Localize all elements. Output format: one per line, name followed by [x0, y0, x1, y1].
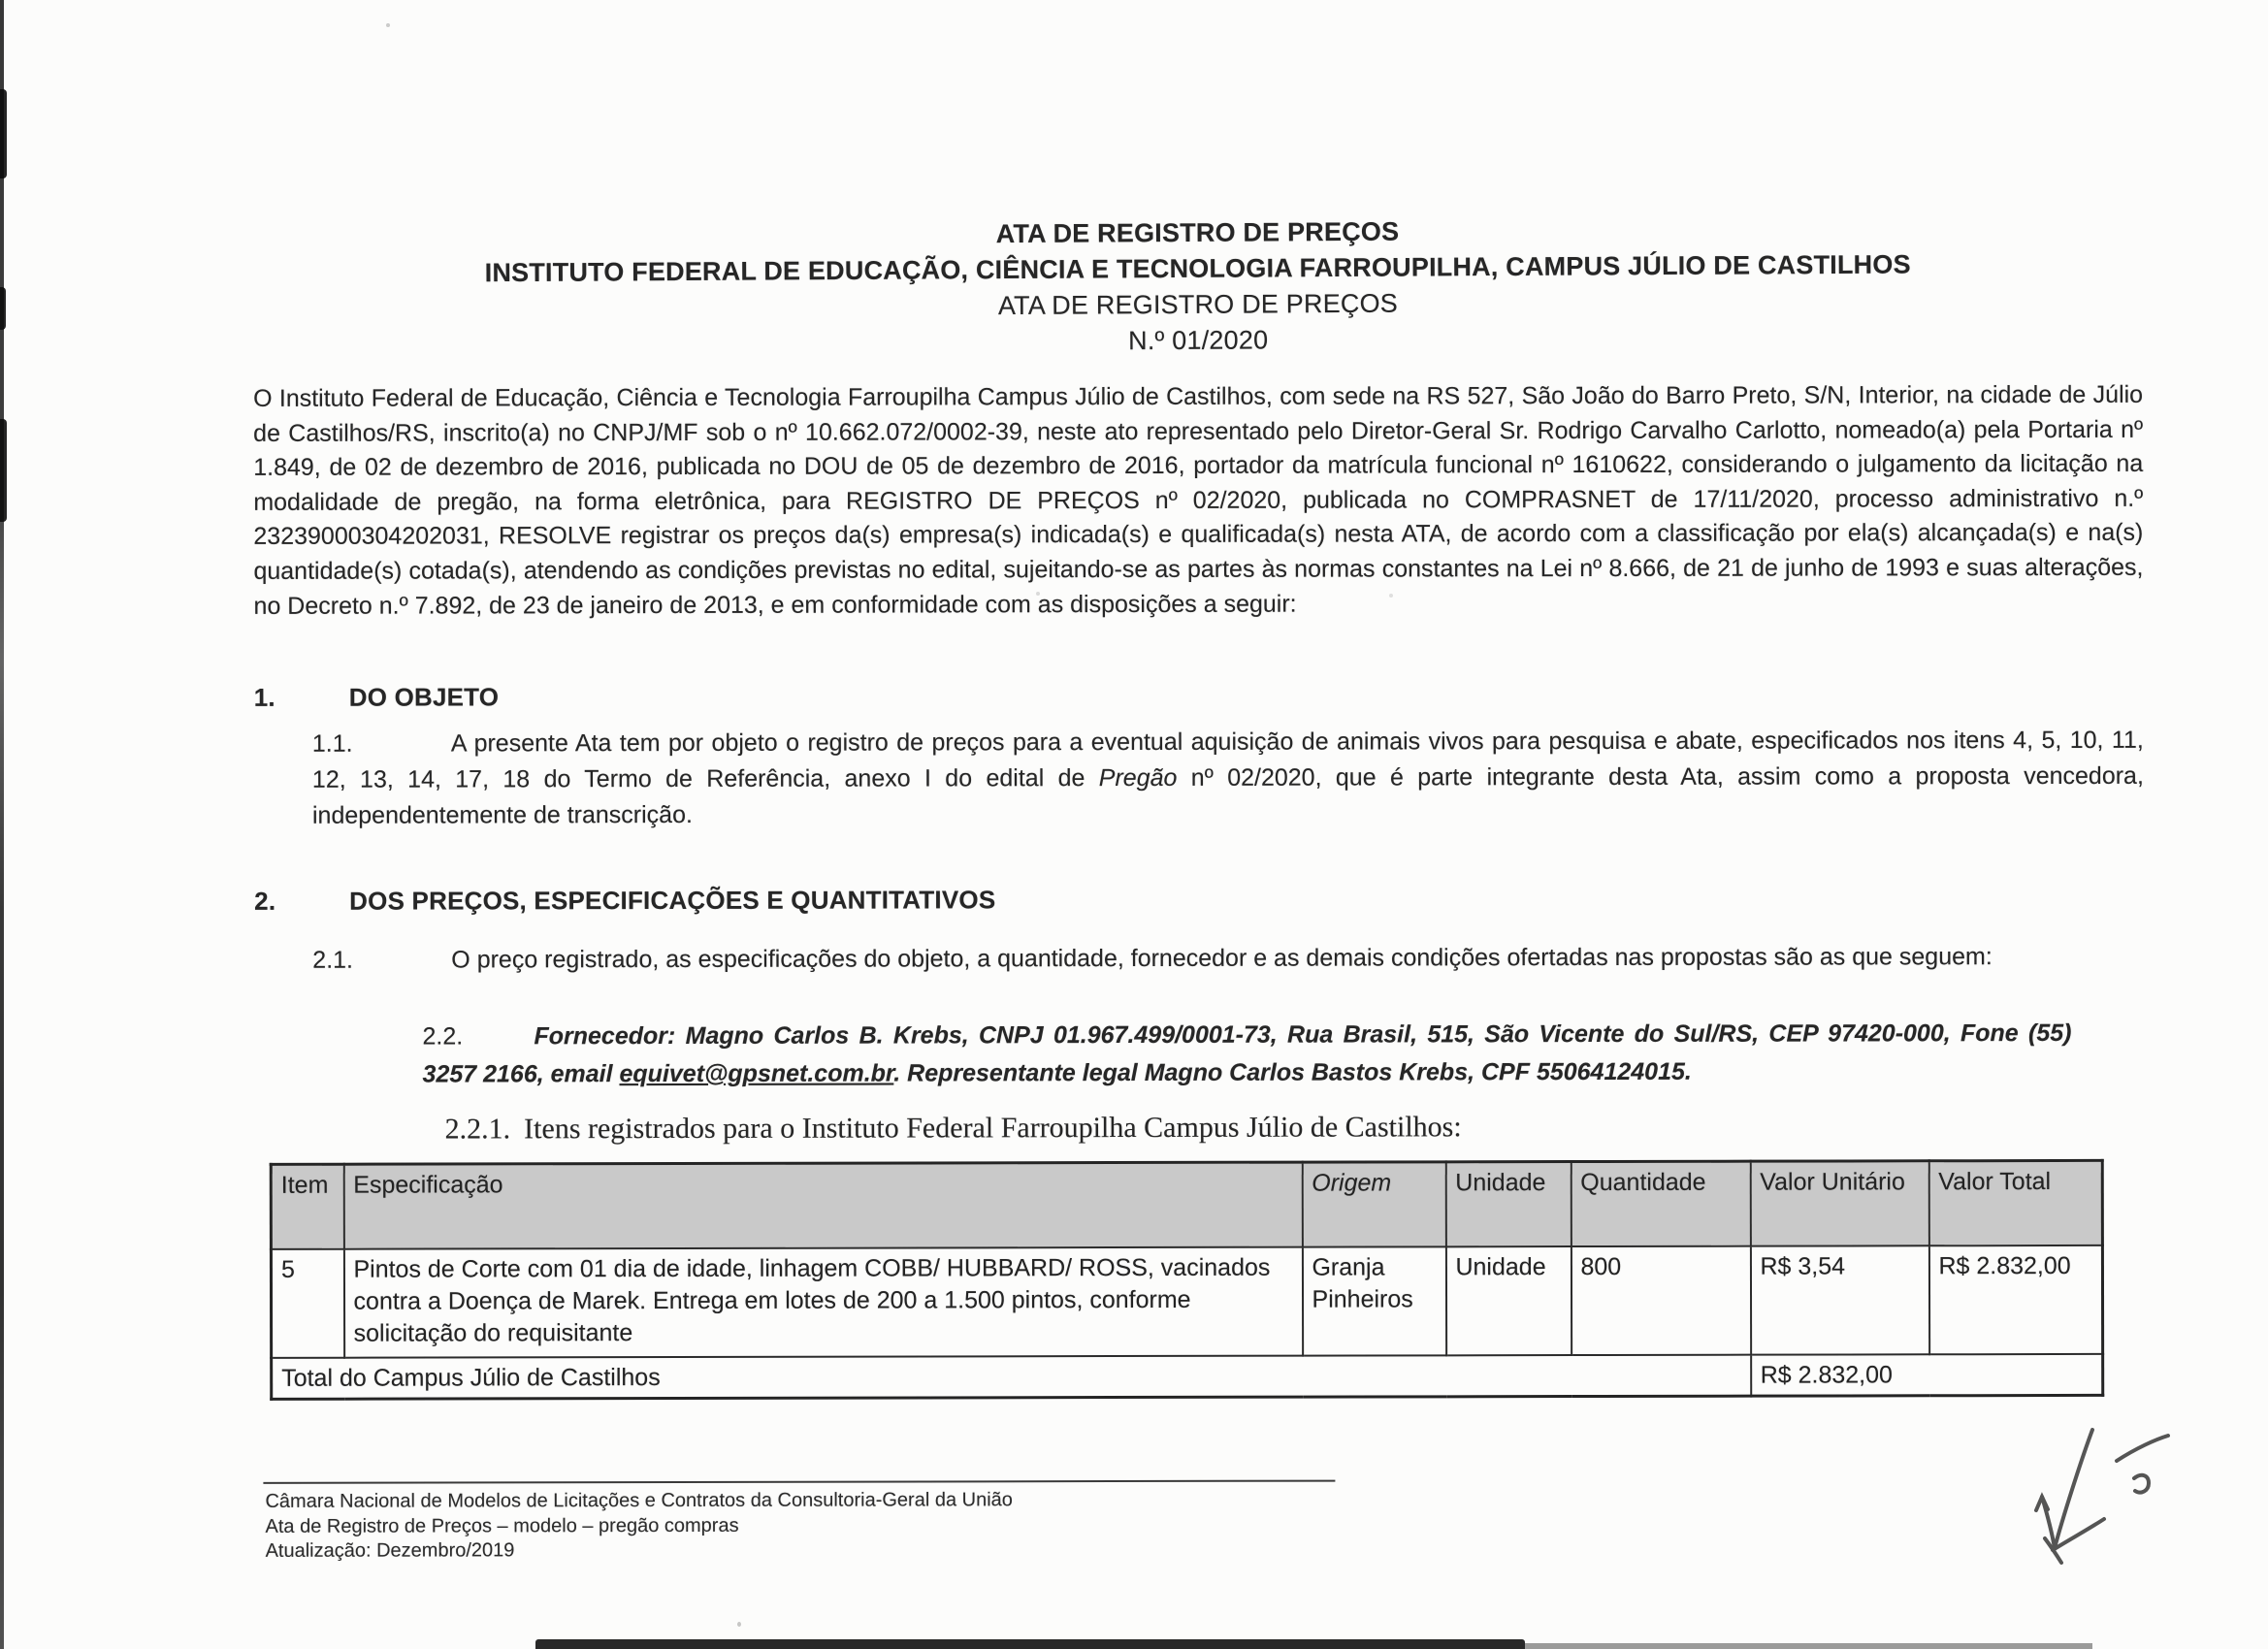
col-header-valor-unitario: Valor Unitário [1750, 1161, 1928, 1246]
supplier-representative: . Representante legal Magno Carlos Bastos Krebs, CPF 55064124015. [893, 1057, 1692, 1087]
section-1-number: 1. [253, 682, 275, 712]
document-title-block [252, 210, 2143, 365]
cell-item: 5 [271, 1249, 343, 1358]
clause-2-2-supplier [422, 1015, 2071, 1094]
registered-items-table [270, 1159, 2105, 1401]
footer-line-3: Atualização: Dezembro/2019 [265, 1539, 515, 1562]
cell-valor-total: R$ 2.832,00 [1928, 1245, 2102, 1354]
cell-especificacao: Pintos de Corte com 01 dia de idade, linhagem COBB/ HUBBARD/ ROSS, vacinados contra a Doença de Marek. Entrega em lotes de 200 a 1.500 pintos, conforme solicitação do requisitante [343, 1247, 1302, 1358]
col-header-item: Item [271, 1164, 343, 1249]
doc-number: N.º 01/2020 [1127, 325, 1269, 356]
clause-2-1-text: O preço registrado, as especificações do objeto, a quantidade, fornecedor e as demais condições ofertadas nas propostas são as que seguem: [451, 943, 1993, 974]
clause-1-1 [312, 723, 2144, 834]
preamble-paragraph: O Instituto Federal de Educação, Ciência e Tecnologia Farroupilha Campus Júlio de Castilhos, com sede na RS 527, São João do Barro Preto, S/N, Interior, na cidade de Júlio de Castilhos/RS, inscrito(a) no CNPJ/MF sob o nº 10.662.072/0002-39, neste ato representado pelo Diretor-Geral Sr. Rodrigo Carvalho Carlotto, nomeado(a) pela Portaria nº 1.849, de 02 de dezembro de 2016, publicada no DOU de 05 de dezembro de 2016, portador da matrícula funcional nº 1610622, considerando o julgamento da licitação na modalidade de pregão, na forma eletrônica, para REGISTRO DE PREÇOS nº 02/2020, publicada no COMPRASNET de 17/11/2020, processo administrativo n.º 23239000304202031, RESOLVE registrar os preços da(s) empresa(s) indicada(s) e qualificada(s) nesta ATA, de acordo com a classificação por ela(s) alcançada(s) e na(s) quantidade(s) cotada(s), atendendo as condições previstas no edital, sujeitando-se as partes às normas constantes na Lei nº 8.666, de 21 de junho de 1993 e suas alterações, no Decreto n.º 7.892, de 23 de janeiro de 2013, e em conformidade com as disposições a seguir: [253, 380, 2144, 620]
supplier-info: Fornecedor: Magno Carlos B. Krebs, CNPJ 01.967.499/0001-73, Rua Brasil, 515, São Vicente do Sul/RS, CEP 97420-000, Fone (55) 3257 2166, email [422, 1018, 2072, 1088]
clause-2-1-number: 2.1. [312, 946, 354, 974]
table-row [271, 1245, 2102, 1358]
col-header-quantidade: Quantidade [1571, 1161, 1750, 1246]
clause-2-2-1 [445, 1110, 1900, 1146]
col-header-valor-total: Valor Total [1928, 1160, 2102, 1245]
doc-title-line-1: ATA DE REGISTRO DE PREÇOS [995, 216, 1400, 249]
footer-block [265, 1487, 1429, 1564]
clause-2-2-number: 2.2. [422, 1022, 464, 1051]
footer-line-1: Câmara Nacional de Modelos de Licitações e Contratos da Consultoria-Geral da União [265, 1489, 1013, 1512]
footer-line-2: Ata de Registro de Preços – modelo – pregão compras [265, 1514, 739, 1537]
clause-1-1-number: 1.1. [311, 729, 353, 758]
total-label: Total do Campus Júlio de Castilhos [272, 1355, 1751, 1400]
cell-unidade: Unidade [1445, 1246, 1571, 1355]
cell-valor-unitario: R$ 3,54 [1750, 1245, 1928, 1354]
clause-2-2-1-text: Itens registrados para o Instituto Federal Farroupilha Campus Júlio de Castilhos: [524, 1111, 1462, 1146]
section-2-number: 2. [254, 886, 276, 916]
footer-rule [263, 1480, 1335, 1484]
clause-1-1-text-a: A presente Ata tem por objeto o registro de preços para a eventual aquisição de animais vivos para pesquisa e abate, especificados nos itens 4, 5, 10, 11, 12, 13, 14, 17, 18 do Termo de Referência, anexo I do edital de [311, 726, 2144, 793]
clause-1-1-italic: Pregão [1098, 763, 1178, 792]
table-header-row [271, 1160, 2102, 1248]
section-1-title: DO OBJETO [348, 682, 500, 712]
col-header-unidade: Unidade [1445, 1162, 1571, 1247]
section-1-heading [254, 682, 500, 713]
section-2-title: DOS PREÇOS, ESPECIFICAÇÕES E QUANTITATIVOS [349, 885, 996, 916]
table-total-row [272, 1354, 2103, 1399]
col-header-especificacao: Especificação [343, 1162, 1302, 1249]
clause-1-1-text-b: nº 02/2020, que é parte integrante desta Ata, assim como a proposta vencedora, independentemente de transcrição. [311, 761, 2144, 829]
section-2-heading [254, 885, 995, 917]
clause-2-2-1-number: 2.2.1. [444, 1113, 511, 1146]
supplier-email: equivet@gpsnet.com.br [619, 1059, 894, 1088]
total-value: R$ 2.832,00 [1751, 1354, 2103, 1396]
doc-title-line-3: ATA DE REGISTRO DE PREÇOS [997, 288, 1399, 321]
clause-2-1 [312, 937, 2144, 980]
doc-title-line-2: INSTITUTO FEDERAL DE EDUCAÇÃO, CIÊNCIA E TECNOLOGIA FARROUPILHA, CAMPUS JÚLIO DE CASTILHOS [484, 249, 1911, 288]
col-header-origem: Origem [1302, 1162, 1445, 1247]
cell-quantidade: 800 [1571, 1246, 1750, 1355]
cell-origem: Granja Pinheiros [1302, 1246, 1445, 1355]
